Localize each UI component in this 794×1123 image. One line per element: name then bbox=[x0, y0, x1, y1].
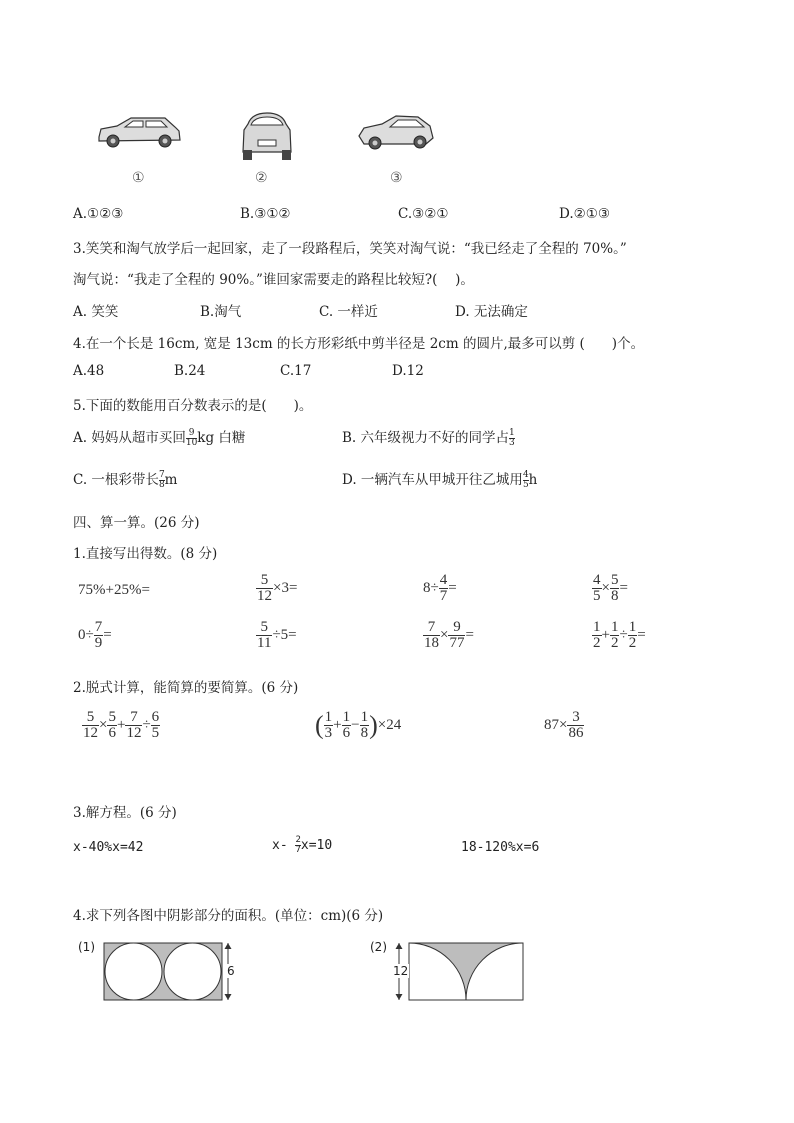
calc1-expr-2: $\frac{5}{12}$ ×3= bbox=[257, 572, 298, 604]
q4-choice-a: A.48 bbox=[73, 363, 105, 379]
car-angled-view-image bbox=[356, 112, 436, 154]
q5-choice-d: D. 一辆汽车从甲城开往乙城用 $\frac{4}{5}$ h bbox=[342, 470, 538, 490]
calc1-expr-7: $\frac{7}{18}$ × $\frac{9}{77}$ = bbox=[424, 619, 474, 651]
figure-1-label: (1) bbox=[78, 940, 95, 954]
q4-choice-c: C.17 bbox=[280, 363, 312, 379]
q5-choice-c: C. 一根彩带长 $\frac{7}{8}$ m bbox=[73, 470, 178, 490]
q4-choice-b: B.24 bbox=[174, 363, 206, 379]
car-label-1: ① bbox=[132, 170, 145, 186]
calc1-expr-3: 8÷ $\frac{4}{7}$ = bbox=[423, 572, 457, 604]
q5-question: 5.下面的数能用百分数表示的是( )。 bbox=[73, 398, 313, 414]
calc2-expr-2: ( $\frac{1}{3}$ + $\frac{1}{6}$ − $\frac{1}{8}$ )×24 bbox=[315, 709, 402, 741]
q2-choice-c: C.③②① bbox=[398, 206, 449, 222]
calc1-expr-1: 75%+25%= bbox=[78, 582, 150, 598]
q2-choice-b: B.③①② bbox=[240, 206, 291, 222]
figure-2-dimension: 12 bbox=[393, 964, 409, 978]
q5-choice-b: B. 六年级视力不好的同学占 $\frac{1}{3}$ bbox=[342, 428, 515, 448]
car-side-view-image bbox=[95, 113, 185, 153]
calc1-expr-6: $\frac{5}{11}$ ÷5= bbox=[257, 619, 297, 651]
calc1-title: 1.直接写出得数。(8 分) bbox=[73, 546, 218, 562]
calc2-expr-3: 87× $\frac{3}{86}$ bbox=[544, 709, 584, 741]
calc3-equation-3: 18-120%x=6 bbox=[461, 840, 540, 855]
calc3-equation-1: x-40%x=42 bbox=[73, 840, 144, 855]
q4-question: 4.在一个长是 16cm, 宽是 13cm 的长方形彩纸中剪半径是 2cm 的圆片,最多可以剪 ( )个。 bbox=[73, 336, 645, 352]
section-4-title: 四、算一算。(26 分) bbox=[73, 515, 200, 531]
figure-2-label: (2) bbox=[370, 940, 387, 954]
calc4-title: 4.求下列各图中阴影部分的面积。(单位：cm)(6 分) bbox=[73, 908, 384, 924]
calc1-expr-8: $\frac{1}{2}$ + $\frac{1}{2}$ ÷ $\frac{1}{2}$ = bbox=[593, 619, 646, 651]
car-label-2: ② bbox=[255, 170, 268, 186]
calc3-equation-2: x- $\frac{2}{7}$ x=10 bbox=[272, 835, 333, 855]
q4-choice-d: D.12 bbox=[392, 363, 424, 379]
figure-1-two-circles-in-rectangle bbox=[100, 938, 240, 1004]
figure-2-quarter-circles-in-rectangle bbox=[392, 938, 542, 1004]
q3-choice-c: C. 一样近 bbox=[319, 304, 378, 320]
q3-question-line1: 3.笑笑和淘气放学后一起回家，走了一段路程后，笑笑对淘气说：“我已经走了全程的 70%。” bbox=[73, 241, 627, 257]
q3-choice-b: B.淘气 bbox=[200, 304, 242, 320]
calc2-title: 2.脱式计算，能简算的要简算。(6 分) bbox=[73, 680, 299, 696]
car-label-3: ③ bbox=[390, 170, 403, 186]
calc1-expr-4: $\frac{4}{5}$ × $\frac{5}{8}$ = bbox=[593, 572, 628, 604]
q3-question-line2: 淘气说：“我走了全程的 90%。”谁回家需要走的路程比较短?( )。 bbox=[73, 272, 474, 288]
q3-choice-a: A. 笑笑 bbox=[73, 304, 119, 320]
q3-choice-d: D. 无法确定 bbox=[455, 304, 528, 320]
calc3-title: 3.解方程。(6 分) bbox=[73, 805, 177, 821]
q2-choice-d: D.②①③ bbox=[559, 206, 610, 222]
q2-choice-a: A.①②③ bbox=[73, 206, 124, 222]
calc1-expr-5: 0÷ $\frac{7}{9}$ = bbox=[78, 619, 112, 651]
car-rear-view-image bbox=[238, 110, 296, 162]
calc2-expr-1: $\frac{5}{12}$ × $\frac{5}{6}$ + $\frac{7}{12}$ ÷ $\frac{6}{5}$ bbox=[83, 709, 160, 741]
q5-choice-a: A. 妈妈从超市买回 $\frac{9}{10}$ kg 白糖 bbox=[73, 428, 246, 448]
figure-1-dimension: 6 bbox=[227, 964, 235, 978]
